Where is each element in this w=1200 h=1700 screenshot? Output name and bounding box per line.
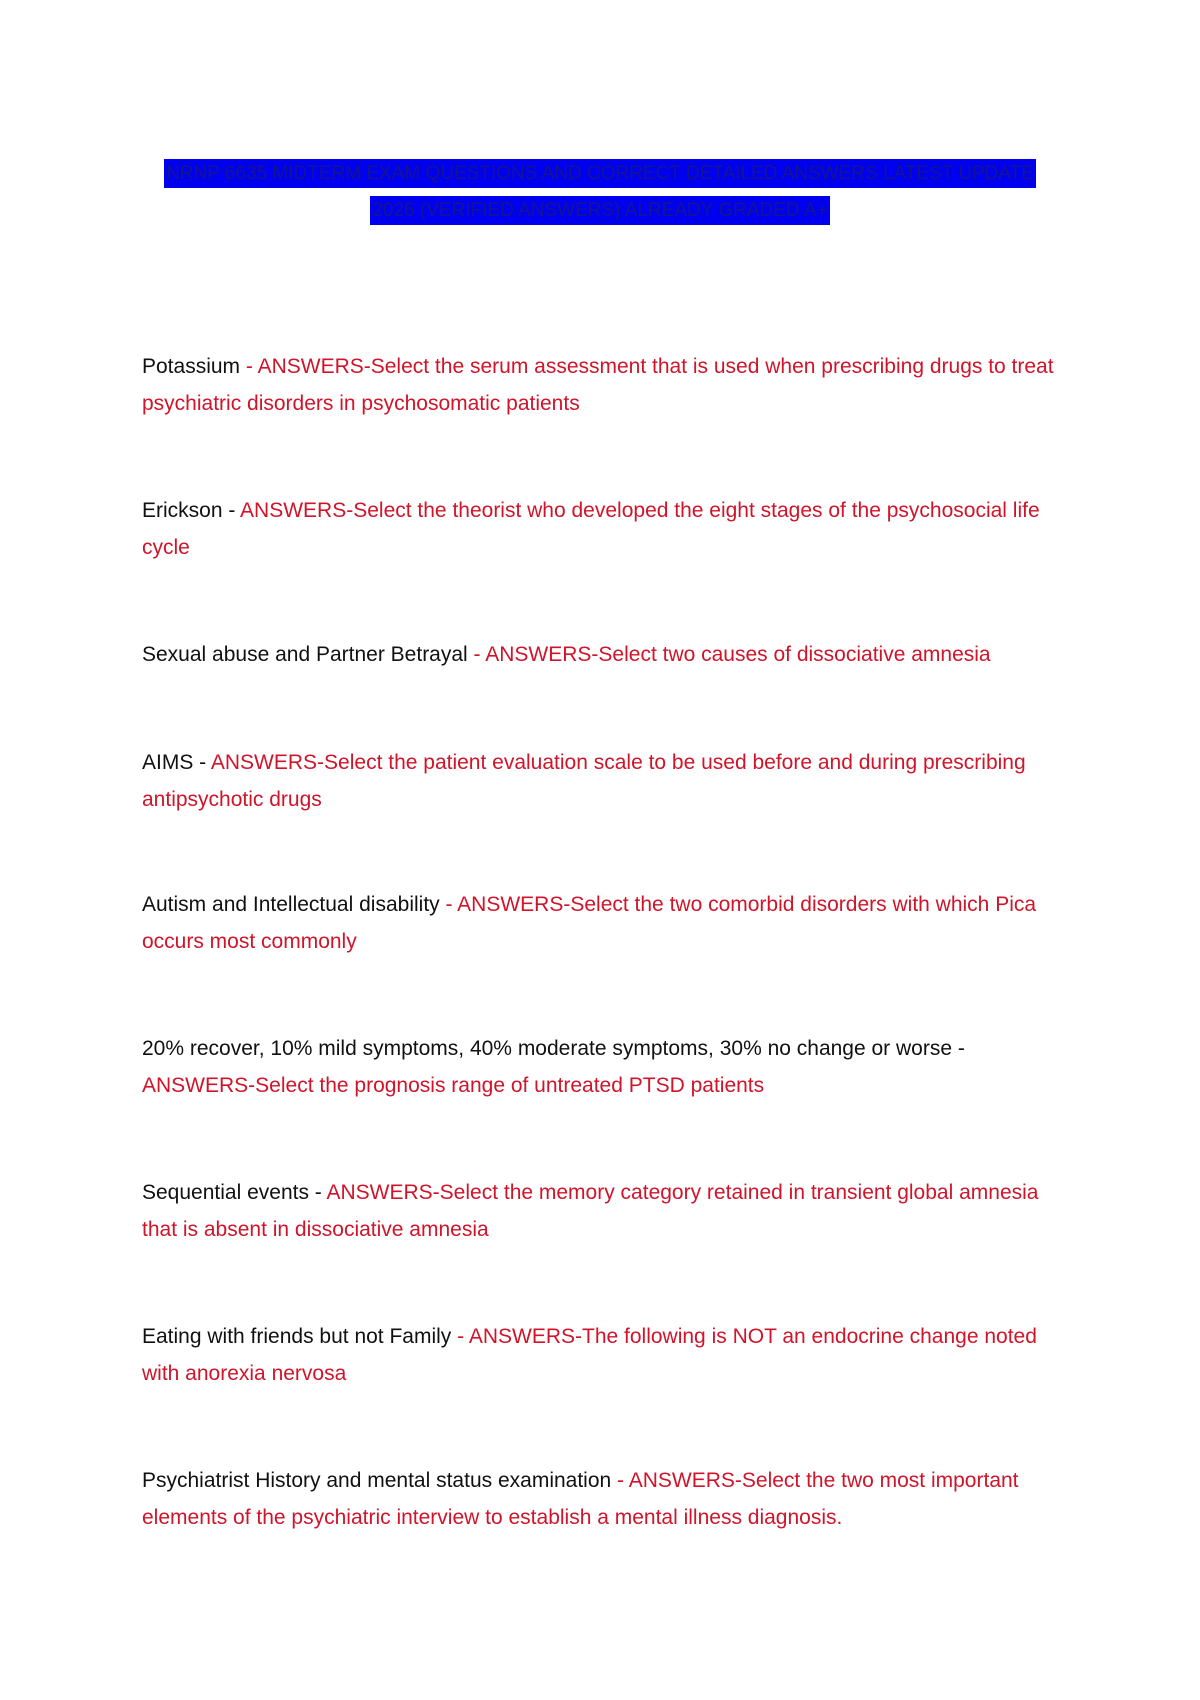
qa-term: Sequential events — [142, 1181, 309, 1204]
qa-term: AIMS — [142, 751, 194, 774]
qa-separator: - — [240, 355, 258, 378]
qa-item — [142, 1462, 1062, 1536]
qa-item — [142, 492, 1062, 566]
qa-term: Sexual abuse and Partner Betrayal — [142, 643, 468, 666]
qa-item — [142, 348, 1062, 422]
qa-separator: - — [952, 1037, 965, 1060]
qa-answer: ANSWERS-The following is NOT an endocrine change noted with anorexia nervosa — [142, 1325, 1037, 1385]
qa-separator: - — [222, 499, 241, 522]
qa-answer: ANSWERS-Select the theorist who developed the eight stages of the psychosocial life cycle — [142, 499, 1040, 559]
qa-answer: ANSWERS-Select the patient evaluation scale to be used before and during prescribing antipsychotic drugs — [142, 751, 1026, 811]
qa-item — [142, 744, 1062, 818]
qa-answer: ANSWERS-Select the prognosis range of untreated PTSD patients — [142, 1074, 765, 1097]
document-title — [150, 155, 1050, 229]
qa-term: Eating with friends but not Family — [142, 1325, 452, 1348]
qa-answer: ANSWERS-Select the two most important elements of the psychiatric interview to establish a mental illness diagnosis. — [142, 1469, 1019, 1529]
qa-term: Autism and Intellectual disability — [142, 893, 440, 916]
qa-item — [142, 1174, 1062, 1248]
qa-separator: - — [467, 643, 486, 666]
qa-answer: ANSWERS-Select the serum assessment that is used when prescribing drugs to treat psychiatric disorders in psychosomatic patients — [142, 355, 1054, 415]
qa-answer: ANSWERS-Select two causes of dissociative amnesia — [485, 643, 991, 666]
qa-answer: ANSWERS-Select the memory category retained in transient global amnesia that is absent in dissociative amnesia — [142, 1181, 1039, 1241]
qa-term: 20% recover, 10% mild symptoms, 40% moderate symptoms, 30% no change or worse — [142, 1037, 953, 1060]
qa-separator: - — [308, 1181, 327, 1204]
qa-item — [142, 1318, 1062, 1392]
qa-separator: - — [193, 751, 211, 774]
qa-separator: - — [611, 1469, 629, 1492]
title-highlight: NRNP 6635 MIDTERM EXAM QUESTIONS AND CORRECT DETAILED ANSWERS LATEST UPDATE 2026 (VERIFIED ANSWERS) ALREADY GRADED A+ — [164, 159, 1036, 225]
qa-answer: ANSWERS-Select the two comorbid disorders with which Pica occurs most commonly — [142, 893, 1037, 953]
qa-separator: - — [439, 893, 458, 916]
qa-separator: - — [451, 1325, 469, 1348]
qa-item — [142, 886, 1062, 960]
qa-term: Potassium — [142, 355, 241, 378]
qa-term: Psychiatrist History and mental status examination — [142, 1469, 612, 1492]
qa-item — [142, 1030, 1062, 1104]
qa-item — [142, 636, 1062, 673]
qa-term: Erickson — [142, 499, 223, 522]
